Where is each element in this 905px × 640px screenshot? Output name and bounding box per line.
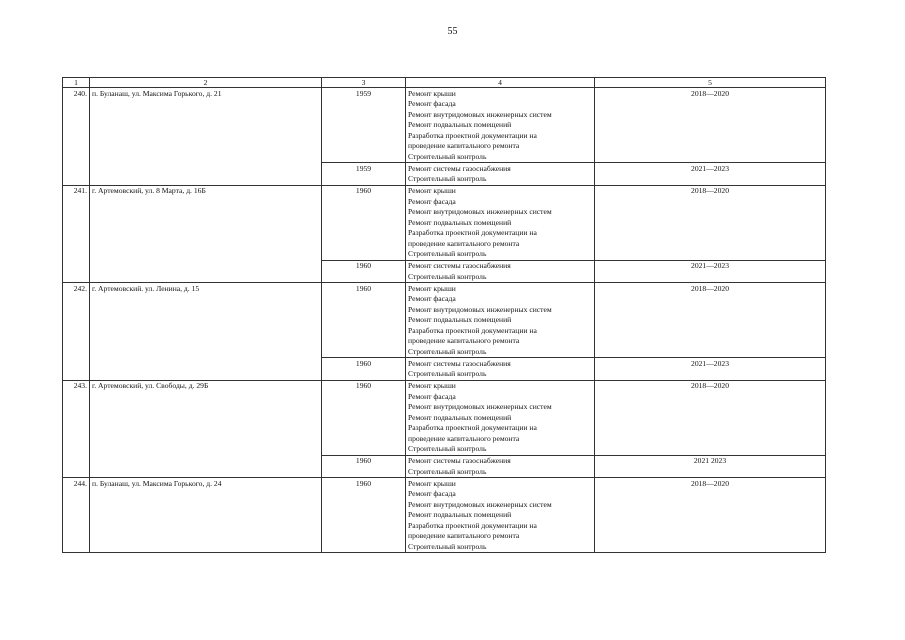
address-cell: г. Артемовский, ул. Свободы, д. 29Б <box>90 380 322 478</box>
works-cell <box>406 163 595 186</box>
period-cell: 2021 2023 <box>595 455 826 478</box>
header-row <box>63 78 826 88</box>
work-item: Строительный контроль <box>408 346 487 356</box>
work-item: Ремонт внутридомовых инженерных систем <box>408 402 552 411</box>
page-number: 55 <box>447 26 458 37</box>
work-item: Ремонт крыши <box>408 88 456 98</box>
column-header: 1 <box>63 78 90 88</box>
work-item: Строительный контроль <box>408 151 487 161</box>
work-item: Строительный контроль <box>408 249 487 258</box>
period-cell: 2018—2020 <box>595 185 826 260</box>
column-header: 4 <box>406 78 595 88</box>
work-item: Ремонт внутридомовых инженерных систем <box>408 207 552 216</box>
works-cell <box>406 283 595 358</box>
address-cell: г. Артемовский, ул. 8 Марта, д. 16Б <box>90 185 322 283</box>
table-body <box>63 78 826 553</box>
year-cell: 1959 <box>322 163 406 186</box>
work-item: Разработка проектной документации на <box>408 325 537 335</box>
row-number: 243. <box>63 380 90 478</box>
work-item: Разработка проектной документации на <box>408 520 537 530</box>
period-cell: 2021—2023 <box>595 163 826 186</box>
row-number: 240. <box>63 88 90 186</box>
address-cell: г. Артемовский. ул. Ленина, д. 15 <box>90 283 322 381</box>
works-cell <box>406 358 595 381</box>
column-header: 3 <box>322 78 406 88</box>
year-cell: 1960 <box>322 380 406 455</box>
work-item: Ремонт системы газоснабжения <box>408 456 511 465</box>
year-cell: 1960 <box>322 260 406 283</box>
works-cell <box>406 380 595 455</box>
work-item: проведение капитального ремонта <box>408 238 520 248</box>
period-cell: 2018—2020 <box>595 283 826 358</box>
year-cell: 1960 <box>322 455 406 478</box>
work-item: Ремонт подвальных помещений <box>408 315 512 324</box>
work-item: Ремонт подвальных помещений <box>408 510 512 519</box>
works-cell <box>406 455 595 478</box>
work-item: проведение капитального ремонта <box>408 141 520 150</box>
work-item: проведение капитального ремонта <box>408 433 520 443</box>
work-item: Ремонт подвальных помещений <box>408 412 512 422</box>
work-item: Разработка проектной документации на <box>408 130 537 140</box>
work-item: проведение капитального ремонта <box>408 336 520 345</box>
work-item: Ремонт фасада <box>408 391 456 401</box>
work-item: проведение капитального ремонта <box>408 531 520 540</box>
work-item: Ремонт фасада <box>408 294 456 303</box>
works-cell <box>406 88 595 163</box>
works-cell <box>406 478 595 553</box>
work-item: Ремонт системы газоснабжения <box>408 358 511 368</box>
work-item: Строительный контроль <box>408 369 487 378</box>
work-item: Разработка проектной документации на <box>408 423 537 432</box>
period-cell: 2021—2023 <box>595 358 826 381</box>
work-item: Ремонт крыши <box>408 186 456 195</box>
work-item: Ремонт крыши <box>408 283 456 293</box>
work-item: Ремонт крыши <box>408 381 456 390</box>
address-cell: п. Буланаш, ул. Максима Горького, д. 21 <box>90 88 322 186</box>
year-cell: 1960 <box>322 283 406 358</box>
work-item: Ремонт внутридомовых инженерных систем <box>408 499 552 509</box>
table-row <box>63 478 826 553</box>
row-number: 244. <box>63 478 90 553</box>
period-cell: 2018—2020 <box>595 478 826 553</box>
work-item: Ремонт крыши <box>408 478 456 488</box>
work-item: Ремонт внутридомовых инженерных систем <box>408 109 552 119</box>
table-row <box>63 88 826 163</box>
work-item: Ремонт подвальных помещений <box>408 217 512 227</box>
work-item: Строительный контроль <box>408 174 487 183</box>
year-cell: 1959 <box>322 88 406 163</box>
table-row <box>63 283 826 358</box>
repair-schedule-table <box>62 77 826 553</box>
work-item: Строительный контроль <box>408 444 487 453</box>
works-cell <box>406 260 595 283</box>
row-number: 242. <box>63 283 90 381</box>
works-cell <box>406 185 595 260</box>
year-cell: 1960 <box>322 478 406 553</box>
address-cell: п. Буланаш, ул. Максима Горького, д. 24 <box>90 478 322 553</box>
work-item: Строительный контроль <box>408 541 487 551</box>
column-header: 2 <box>90 78 322 88</box>
work-item: Ремонт фасада <box>408 489 456 498</box>
period-cell: 2021—2023 <box>595 260 826 283</box>
work-item: Ремонт подвальных помещений <box>408 120 512 129</box>
period-cell: 2018—2020 <box>595 380 826 455</box>
table-row <box>63 380 826 455</box>
year-cell: 1960 <box>322 185 406 260</box>
work-item: Разработка проектной документации на <box>408 228 537 237</box>
work-item: Строительный контроль <box>408 466 487 476</box>
period-cell: 2018—2020 <box>595 88 826 163</box>
year-cell: 1960 <box>322 358 406 381</box>
work-item: Ремонт фасада <box>408 99 456 108</box>
work-item: Строительный контроль <box>408 271 487 281</box>
work-item: Ремонт внутридомовых инженерных систем <box>408 304 552 314</box>
work-item: Ремонт системы газоснабжения <box>408 163 511 173</box>
work-item: Ремонт фасада <box>408 196 456 206</box>
column-header: 5 <box>595 78 826 88</box>
work-item: Ремонт системы газоснабжения <box>408 261 511 270</box>
table-row <box>63 185 826 260</box>
row-number: 241. <box>63 185 90 283</box>
